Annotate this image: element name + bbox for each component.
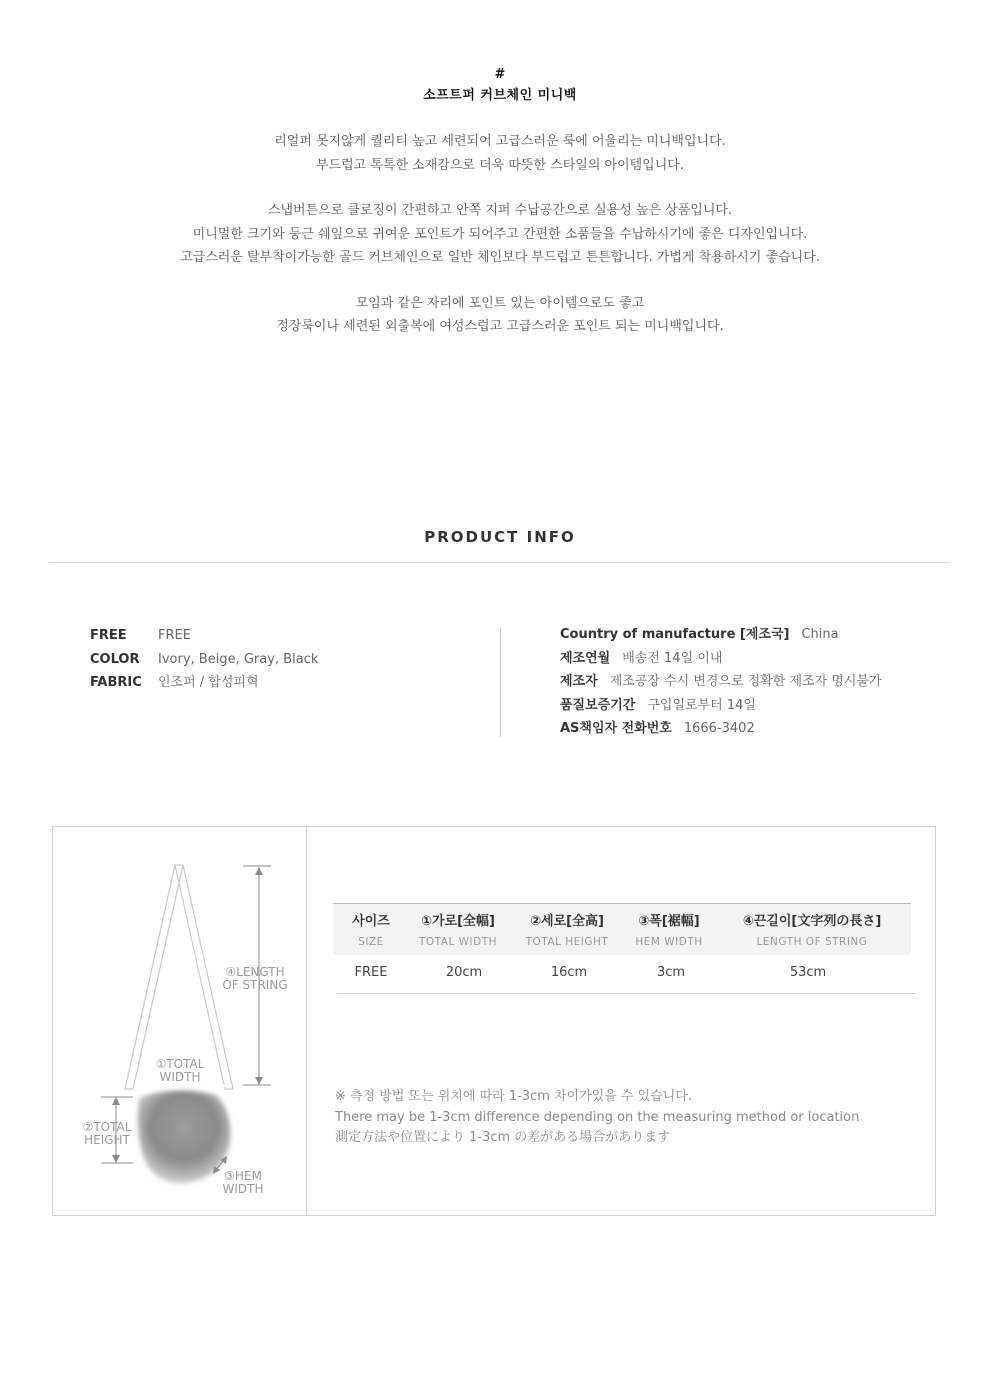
info-column-divider	[500, 628, 501, 737]
total-height-label	[75, 1121, 139, 1147]
label-line: ③HEM	[224, 1169, 262, 1183]
info-value: Ivory, Beige, Gray, Black	[158, 651, 319, 667]
info-value: 제조공장 수시 변경으로 정확한 제조자 명시불가	[609, 674, 882, 689]
hash-mark: #	[494, 67, 506, 82]
intro-line: 스냅버튼으로 클로징이 간편하고 안쪽 지퍼 수납공간으로 실용성 높은 상품입니다.	[267, 203, 733, 218]
product-info-right	[560, 625, 882, 743]
info-value: 배송전 14일 이내	[622, 650, 723, 666]
cell-total-height: 16cm	[550, 965, 588, 980]
size-box-divider	[306, 827, 307, 1215]
label-line: OF STRING	[222, 978, 288, 992]
intro-line: 모임과 같은 자리에 포인트 있는 아이템으로도 좋고	[355, 295, 645, 311]
label-line: ②TOTAL	[82, 1120, 132, 1134]
header-length-of-string: ④끈길이[文字列の長さ]	[742, 914, 882, 929]
info-value: 인조퍼 / 합성피혁	[158, 675, 259, 690]
intro-paragraph	[0, 292, 1000, 339]
header-total-width: ①가로[全幅]	[420, 914, 495, 929]
intro-line: 고급스러운 탈부착이가능한 골드 커브체인으로 일반 체인보다 부드럽고 튼튼합니다. 가볍게 착용하시기 좋습니다.	[180, 250, 820, 265]
info-value: FREE	[158, 628, 191, 643]
info-row	[90, 626, 318, 650]
size-guide-box	[52, 826, 936, 1216]
label-line: WIDTH	[159, 1070, 201, 1084]
cell-hem-width: 3cm	[656, 965, 686, 980]
intro-line: 정장룩이나 세련된 외출복에 여성스럽고 고급스러운 포인트 되는 미니백입니다.	[276, 319, 724, 334]
cell-size: FREE	[354, 965, 388, 980]
info-key: 제조연월	[560, 650, 611, 666]
info-key: COLOR	[90, 651, 140, 667]
size-table-header	[333, 903, 911, 955]
measurement-notes	[335, 1087, 859, 1149]
intro-section	[0, 66, 1000, 339]
label-line: ①TOTAL	[155, 1057, 205, 1071]
size-table	[333, 903, 911, 994]
info-row	[560, 672, 882, 696]
intro-paragraph	[0, 130, 1000, 177]
section-divider	[49, 562, 949, 563]
info-row	[560, 649, 882, 673]
header-size-en: SIZE	[358, 936, 384, 948]
label-line: WIDTH	[222, 1182, 264, 1196]
product-info-left	[90, 626, 318, 697]
intro-line: 미니멀한 크기와 둥근 쉐잎으로 귀여운 포인트가 되어주고 간편한 소품들을 수납하시기에 좋은 디자인입니다.	[192, 226, 808, 242]
info-row	[560, 719, 882, 743]
header-length-of-string-en: LENGTH OF STRING	[756, 936, 868, 948]
header-hem-width-en: HEM WIDTH	[635, 936, 703, 948]
length-of-string-label	[213, 966, 297, 992]
intro-line: 리얼퍼 못지않게 퀄리티 높고 세련되어 고급스러운 룩에 어울리는 미니백입니다.	[274, 134, 726, 149]
header-hem-width: ③폭[裾幅]	[638, 914, 700, 929]
info-key: 품질보증기간	[560, 697, 636, 713]
label-line: HEIGHT	[84, 1133, 130, 1147]
info-key: FABRIC	[90, 675, 142, 690]
hem-width-label	[211, 1170, 275, 1196]
cell-total-width: 20cm	[445, 965, 483, 980]
note-line: ※ 측정 방법 또는 위치에 따라 1-3cm 차이가있을 수 있습니다.	[335, 1089, 692, 1104]
note-line: 測定方法や位置により 1-3cm の差がある場合があります	[335, 1130, 671, 1145]
info-key: AS책임자 전화번호	[560, 721, 672, 736]
info-value: 구입일로부터 14일	[647, 697, 756, 713]
info-row	[90, 650, 318, 674]
bag-size-diagram	[53, 827, 306, 1215]
product-title: 소프트퍼 커브체인 미니백	[423, 88, 577, 103]
header-total-width-en: TOTAL WIDTH	[418, 936, 498, 948]
info-value: 1666-3402	[683, 721, 755, 736]
info-value: China	[801, 627, 839, 642]
intro-line: 부드럽고 톡톡한 소재감으로 더욱 따뜻한 스타일의 아이템입니다.	[316, 157, 684, 173]
total-width-label	[145, 1058, 215, 1084]
header-total-height: ②세로[全高]	[529, 914, 604, 929]
info-key: Country of manufacture [제조국]	[560, 627, 790, 642]
header-total-height-en: TOTAL HEIGHT	[525, 936, 609, 948]
intro-paragraph	[0, 199, 1000, 270]
info-row	[560, 696, 882, 720]
info-key: FREE	[90, 628, 127, 643]
label-line: ④LENGTH	[225, 965, 285, 979]
size-table-row	[337, 955, 915, 994]
cell-length-of-string: 53cm	[789, 965, 827, 980]
info-row	[560, 625, 882, 649]
product-info-heading: PRODUCT INFO	[424, 528, 576, 546]
header-size: 사이즈	[352, 914, 390, 929]
info-key: 제조자	[560, 674, 598, 689]
note-line: There may be 1-3cm difference depending on the measuring method or location	[335, 1109, 860, 1125]
info-row	[90, 673, 318, 697]
